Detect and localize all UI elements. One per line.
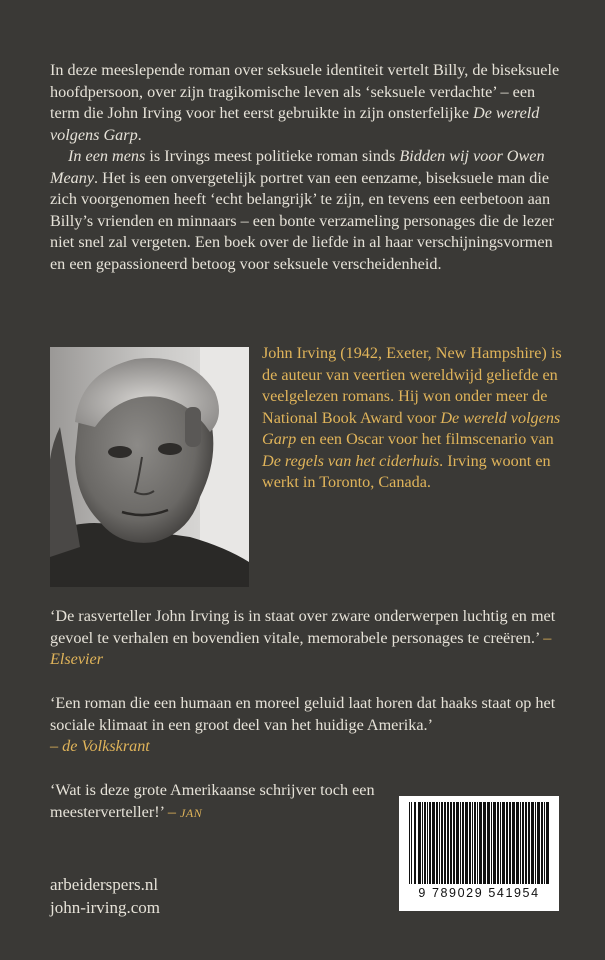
barcode-bar (432, 802, 435, 884)
barcode-bar (483, 802, 486, 884)
barcode-bar (422, 802, 423, 884)
barcode-bar (541, 802, 543, 884)
barcode-bar (544, 802, 545, 884)
barcode-bar (460, 802, 461, 884)
barcode-bar (525, 802, 527, 884)
barcode-bar (447, 802, 449, 884)
bio-text: John Irving (1942, Exeter, New Hampshire) is de auteur van veertien wereldwijd geliefde en veelgelezen romans. Hij won onder meer de National Book Award voor (262, 344, 562, 427)
barcode-bar (522, 802, 524, 884)
barcode-bar (450, 802, 452, 884)
book-title: De regels van het ciderhuis (262, 451, 440, 470)
barcode-bar (456, 802, 459, 884)
barcode-bar (491, 802, 492, 884)
quote-text: ‘Wat is deze grote Amerikaanse schrijver toch een meesterverteller!’ (50, 781, 375, 821)
barcode-bar (441, 802, 443, 884)
barcode-bar (477, 802, 478, 884)
barcode-bar (411, 802, 412, 884)
quote-source: de Volkskrant (62, 737, 150, 755)
barcode-bar (409, 802, 410, 884)
quote-source: Elsevier (50, 650, 104, 668)
quote-source: JAN (180, 805, 203, 820)
barcode-bar (436, 802, 438, 884)
barcode-bar (453, 802, 455, 884)
barcode-bar (465, 802, 468, 884)
author-bio (262, 343, 562, 494)
author-url[interactable]: john-irving.com (50, 898, 161, 917)
barcode-bar (469, 802, 471, 884)
publisher-links (50, 873, 160, 919)
author-photo (50, 347, 249, 587)
barcode-bar (497, 802, 499, 884)
barcode-bar (418, 802, 421, 884)
barcode-bar (535, 802, 536, 884)
bio-text: en een Oscar voor het filmscenario van (296, 430, 554, 448)
barcode-bar (531, 802, 534, 884)
barcode-bar (500, 802, 501, 884)
barcode-bar (427, 802, 428, 884)
publisher-url[interactable]: arbeiderspers.nl (50, 875, 159, 894)
book-title: Bidden wij voor Owen Meany (50, 147, 545, 187)
barcode-bar (502, 802, 505, 884)
barcode-bar (537, 802, 540, 884)
blurb-text: is Irvings meest politieke roman sinds (145, 147, 400, 165)
quote-text: ‘Een roman die een humaan en moreel geluid laat horen dat haaks staat op het sociale klimaat in een groot deel van het huidige Amerika.’ (50, 694, 556, 734)
review-quote (50, 693, 570, 758)
barcode-bar (487, 802, 490, 884)
barcode-bar (506, 802, 508, 884)
barcode-bar (493, 802, 496, 884)
quote-dash: – (543, 628, 552, 647)
barcode-bar (429, 802, 431, 884)
barcode-bar (520, 802, 521, 884)
barcode-bar (414, 802, 416, 884)
barcode-bar (528, 802, 530, 884)
bio-text: . Irving woont en werkt in Toronto, Canada. (262, 451, 551, 491)
review-quote (50, 780, 380, 824)
quote-dash: – (167, 802, 176, 821)
barcode-bar (424, 802, 426, 884)
quote-text: ‘De rasverteller John Irving is in staat over zware onderwerpen luchtig en met gevoel te verhalen en bovendien vitale, memorabele personages te creëren.’ (50, 607, 556, 647)
blurb-text: In deze meeslepende roman over seksuele identiteit vertelt Billy, de biseksuele hoofdpersoon, over zijn tragikomische leven als ‘seksuele verdachte’ – een term die John Irving voor het eerst gebruikte in zijn onsterfelijke (50, 61, 560, 122)
barcode-bar (546, 802, 549, 884)
blurb-text: . Het is een onvergetelijk portret van een eenzame, biseksuele man die zich voorgenomen heeft ‘echt belangrijk’ te zijn, en tevens een eerbetoon aan Billy’s vrienden en minnaars – een bonte verzameling personages die de lezer niet snel zal vergeten. Een boek over de liefde in al haar verschijningsvormen en een gepassioneerd betoog voor seksuele verscheidenheid. (50, 168, 554, 273)
barcode-bar (509, 802, 511, 884)
barcode-bar (474, 802, 476, 884)
quote-dash: – (50, 737, 59, 755)
blurb (50, 60, 560, 275)
barcode-bar (516, 802, 519, 884)
review-quote (50, 606, 570, 671)
barcode-bar (439, 802, 440, 884)
barcode-bar (444, 802, 446, 884)
barcode-bar (512, 802, 515, 884)
barcode-bar (462, 802, 464, 884)
barcode-bar (472, 802, 473, 884)
barcode-bar (479, 802, 482, 884)
book-title: In een mens (68, 147, 146, 165)
blurb-paragraph-2 (50, 146, 560, 275)
blurb-text: . (137, 125, 142, 144)
blurb-paragraph-1 (50, 60, 560, 146)
book-title: De wereld volgens Garp (262, 408, 561, 448)
isbn-barcode (399, 796, 559, 911)
book-title: De wereld volgens Garp (50, 104, 540, 144)
isbn-number: 9 789029 541954 (418, 886, 540, 900)
